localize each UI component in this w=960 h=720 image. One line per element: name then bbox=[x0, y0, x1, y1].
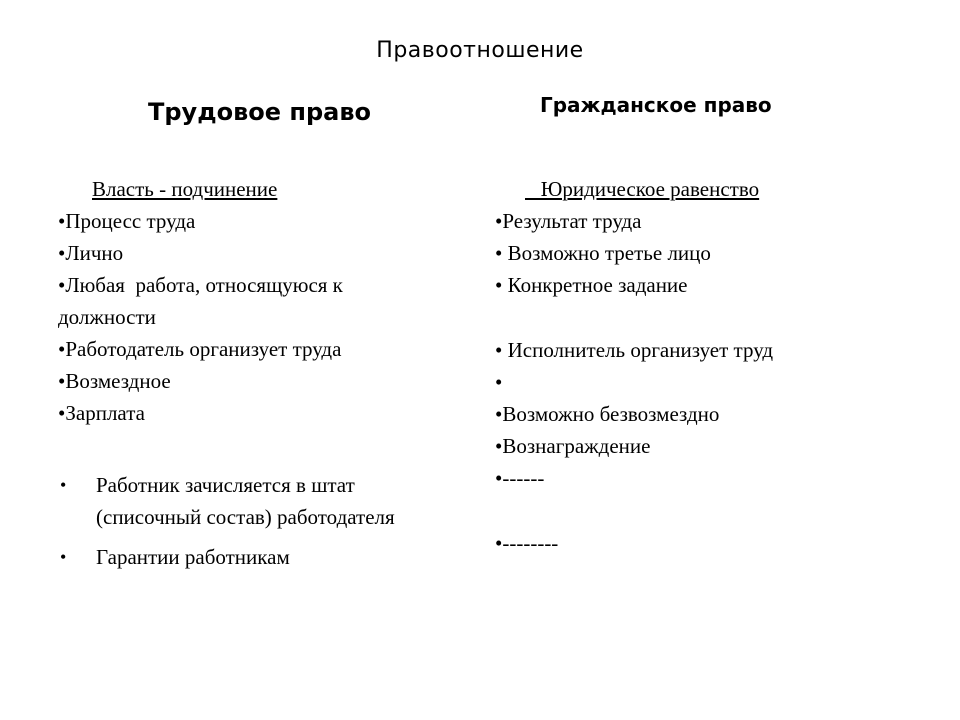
bullet-icon: • bbox=[495, 434, 503, 458]
bullet-icon: • bbox=[495, 466, 503, 490]
list-item: • Возможно третье лицо bbox=[495, 241, 711, 265]
list-item: • Гарантии работникам bbox=[58, 541, 438, 573]
list-item: •Возможно безвозмездно bbox=[495, 402, 720, 426]
list-item: •Результат труда bbox=[495, 209, 642, 233]
civil-law-heading: Гражданское право bbox=[540, 93, 772, 117]
list-item: •-------- bbox=[495, 531, 559, 555]
list-item: •Возмездное bbox=[58, 369, 171, 393]
bullet-icon: • bbox=[60, 475, 67, 495]
list-item: •Процесс труда bbox=[58, 209, 196, 233]
bullet-icon: • bbox=[495, 338, 503, 362]
bullet-icon: • bbox=[58, 337, 66, 361]
bullet-icon: • bbox=[60, 547, 67, 567]
labor-law-extra-list bbox=[58, 437, 438, 573]
bullet-icon: • bbox=[495, 531, 503, 555]
list-item: •Вознаграждение bbox=[495, 434, 651, 458]
bullet-icon: • bbox=[495, 273, 503, 297]
list-item: •Любая работа, относящуюся к должности bbox=[58, 273, 349, 329]
list-item bbox=[495, 366, 915, 398]
list-item: •Работодатель организует труда bbox=[58, 337, 342, 361]
bullet-icon: • bbox=[58, 401, 66, 425]
labor-law-heading: Трудовое право bbox=[148, 98, 372, 126]
bullet-icon: • bbox=[495, 370, 503, 394]
bullet-icon: • bbox=[58, 241, 66, 265]
bullet-icon: • bbox=[495, 241, 503, 265]
list-item: •Зарплата bbox=[58, 401, 145, 425]
list-item: • Конкретное задание bbox=[495, 273, 688, 297]
slide-title: Правоотношение bbox=[376, 38, 584, 63]
list-item: • Работник зачисляется в штат (списочный состав) работодателя bbox=[58, 469, 438, 533]
civil-law-column bbox=[495, 173, 915, 559]
list-item: •Лично bbox=[58, 241, 124, 265]
civil-law-subtitle: Юридическое равенство bbox=[525, 177, 760, 201]
labor-law-column bbox=[58, 173, 438, 581]
list-item: •------ bbox=[495, 466, 545, 490]
bullet-icon: • bbox=[58, 209, 66, 233]
list-item: • Исполнитель организует труд bbox=[495, 338, 774, 362]
labor-law-subtitle: Власть - подчинение bbox=[92, 177, 278, 201]
bullet-icon: • bbox=[495, 209, 503, 233]
bullet-icon: • bbox=[58, 273, 66, 297]
bullet-icon: • bbox=[58, 369, 66, 393]
bullet-icon: • bbox=[495, 402, 503, 426]
